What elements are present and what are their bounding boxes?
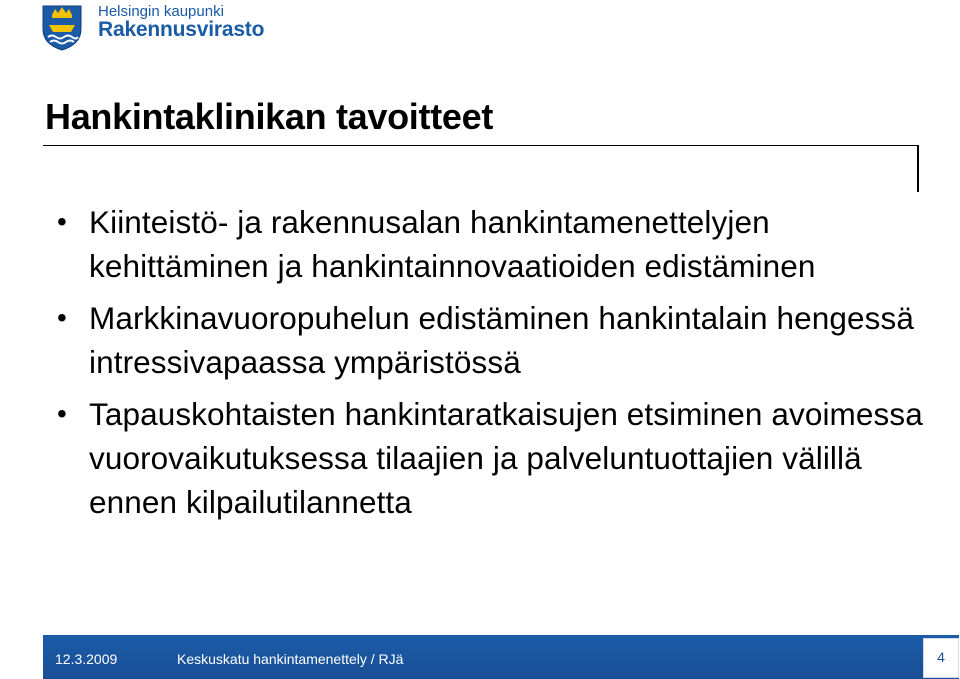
- org-name-line2: Rakennusvirasto: [98, 18, 265, 41]
- bullet-item: [55, 392, 935, 524]
- bullet-item: [55, 200, 935, 288]
- bullet-text: Markkinavuoropuhelun edistäminen hankintalain hengessä intressivapaassa ympäristössä: [89, 300, 914, 380]
- bullet-text: Kiinteistö- ja rakennusalan hankintamenettelyjen kehittäminen ja hankintainnovaatioiden edistäminen: [89, 204, 816, 284]
- page-number: 4: [937, 649, 945, 665]
- slide-title: Hankintaklinikan tavoitteet: [45, 96, 494, 137]
- bullet-dot-icon: •: [57, 398, 67, 429]
- org-logo: [40, 3, 310, 53]
- footer-caption: Keskuskatu hankintamenettely / RJä: [177, 651, 404, 667]
- bullet-list: [55, 200, 935, 532]
- bullet-dot-icon: •: [57, 206, 67, 237]
- footer-bar: [43, 635, 959, 679]
- bullet-item: [55, 296, 935, 384]
- bullet-dot-icon: •: [57, 302, 67, 333]
- title-divider: [43, 145, 919, 146]
- bullet-text: Tapauskohtaisten hankintaratkaisujen etsiminen avoimessa vuorovaikutuksessa tilaajien ja palveluntuottajien välillä ennen kilpailutilannetta: [89, 396, 923, 520]
- org-name-line1: Helsingin kaupunki: [98, 3, 224, 20]
- title-divider-tick: [917, 145, 919, 192]
- helsinki-crest-icon: [40, 3, 84, 51]
- footer-date: 12.3.2009: [55, 651, 118, 667]
- page-number-box: [923, 638, 959, 678]
